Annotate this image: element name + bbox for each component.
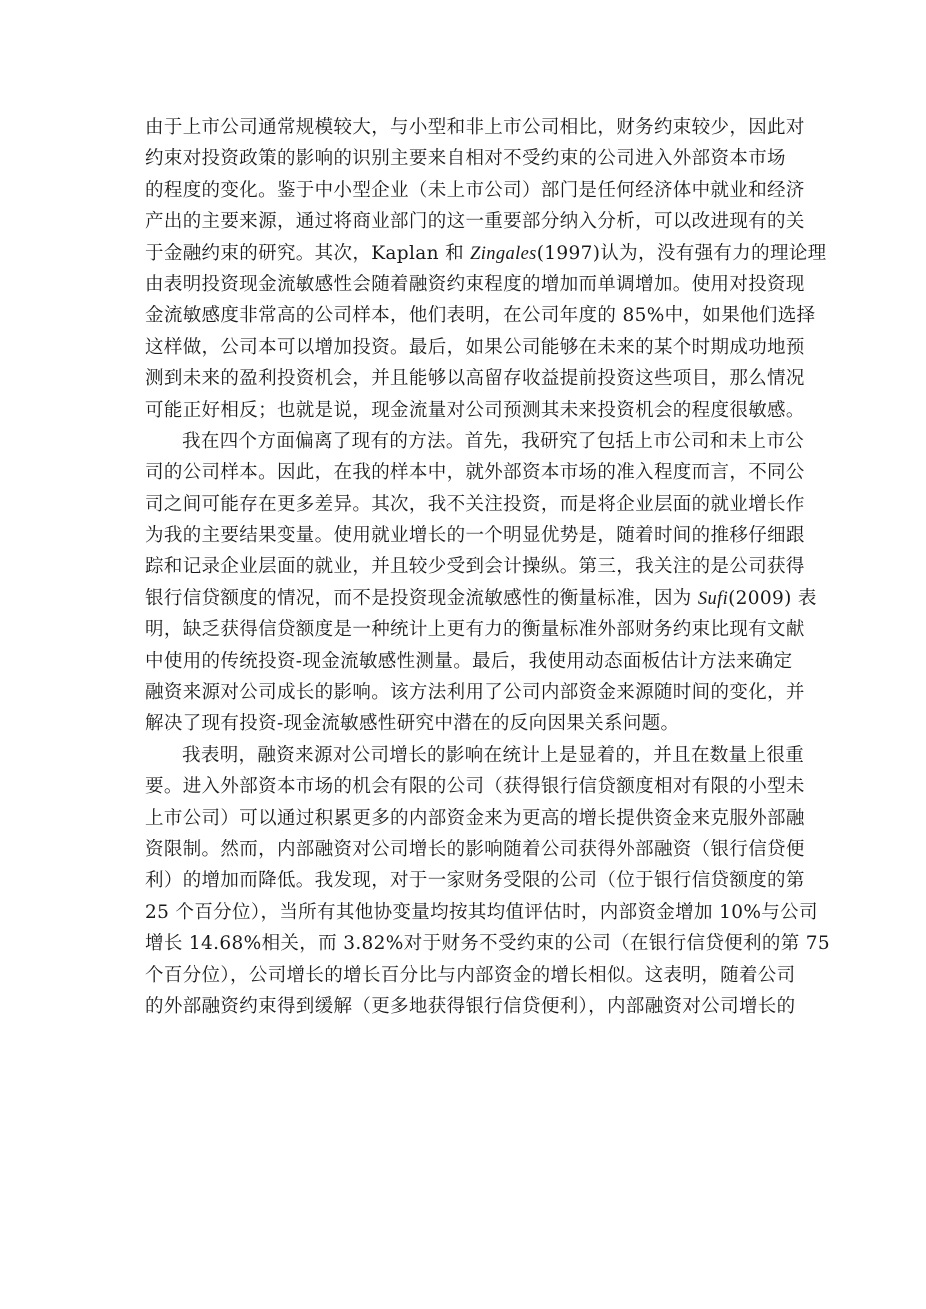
body-text xyxy=(145,112,831,1022)
citation-author: Zingales xyxy=(470,243,537,264)
citation-author: Sufi xyxy=(697,588,729,609)
text-line: 增长 14.68%相关，而 3.82%对于财务不受约束的公司（在银行信贷便利的第 75 xyxy=(145,933,831,955)
text-line: 的程度的变化。鉴于中小型企业（未上市公司）部门是任何经济体中就业和经济 xyxy=(145,179,805,201)
paragraph-1 xyxy=(145,112,827,426)
text-line-with-citation: 银行信贷额度的情况，而不是投资现金流敏感性的衡量标准，因为 Sufi(2009) 表 xyxy=(145,587,817,609)
text-line: 司的公司样本。因此，在我的样本中，就外部资本市场的准入程度而言，不同公 xyxy=(145,462,805,484)
text-line-with-citation: 于金融约束的研究。其次，Kaplan 和 Zingales(1997)认为，没有强有力的理论理 xyxy=(145,242,827,264)
text-line: 可能正好相反；也就是说，现金流量对公司预测其未来投资机会的程度很敏感。 xyxy=(145,399,805,421)
text-line: 25 个百分位），当所有其他协变量均按其均值评估时，内部资金增加 10%与公司 xyxy=(145,901,818,923)
text-line: 明，缺乏获得信贷额度是一种统计上更有力的衡量标准外部财务约束比现有文献 xyxy=(145,619,805,641)
text-line: 利）的增加而降低。我发现，对于一家财务受限的公司（位于银行信贷额度的第 xyxy=(145,870,805,892)
text-line: 为我的主要结果变量。使用就业增长的一个明显优势是，随着时间的推移仔细跟 xyxy=(145,525,805,547)
text-line: 个百分位），公司增长的增长百分比与内部资金的增长相似。这表明，随着公司 xyxy=(145,964,796,986)
text-line: 融资来源对公司成长的影响。该方法利用了公司内部资金来源随时间的变化，并 xyxy=(145,682,805,704)
text-line: 踪和记录企业层面的就业，并且较少受到会计操纵。第三，我关注的是公司获得 xyxy=(145,556,805,578)
text-line: 这样做，公司本可以增加投资。最后，如果公司能够在未来的某个时期成功地预 xyxy=(145,336,805,358)
text-line: 资限制。然而，内部融资对公司增长的影响随着公司获得外部融资（银行信贷便 xyxy=(145,838,805,860)
text-line: 由表明投资现金流敏感性会随着融资约束程度的增加而单调增加。使用对投资现 xyxy=(145,273,805,295)
text-line: 产出的主要来源，通过将商业部门的这一重要部分纳入分析，可以改进现有的关 xyxy=(145,211,805,233)
text-line: 中使用的传统投资-现金流敏感性测量。最后，我使用动态面板估计方法来确定 xyxy=(145,650,793,672)
text-line: 解决了现有投资-现金流敏感性研究中潜在的反向因果关系问题。 xyxy=(145,713,680,735)
text-line: 司之间可能存在更多差异。其次，我不关注投资，而是将企业层面的就业增长作 xyxy=(145,493,805,515)
text-line: 上市公司）可以通过积累更多的内部资金来为更高的增长提供资金来克服外部融 xyxy=(145,807,805,829)
text-line: 要。进入外部资本市场的机会有限的公司（获得银行信贷额度相对有限的小型未 xyxy=(145,776,805,798)
text-line: 测到未来的盈利投资机会，并且能够以高留存收益提前投资这些项目，那么情况 xyxy=(145,368,805,390)
text-line: 的外部融资约束得到缓解（更多地获得银行信贷便利），内部融资对公司增长的 xyxy=(145,995,796,1017)
text-line-first: 我表明，融资来源对公司增长的影响在统计上是显着的，并且在数量上很重 xyxy=(182,744,805,766)
paragraph-2 xyxy=(145,426,817,740)
text-line: 约束对投资政策的影响的识别主要来自相对不受约束的公司进入外部资本市场 xyxy=(145,148,786,170)
text-line: 由于上市公司通常规模较大，与小型和非上市公司相比，财务约束较少，因此对 xyxy=(145,117,805,138)
text-line-first: 我在四个方面偏离了现有的方法。首先，我研究了包括上市公司和未上市公 xyxy=(182,430,805,452)
paragraph-3 xyxy=(145,740,831,1023)
text-line: 金流敏感度非常高的公司样本，他们表明，在公司年度的 85%中，如果他们选择 xyxy=(145,305,816,327)
